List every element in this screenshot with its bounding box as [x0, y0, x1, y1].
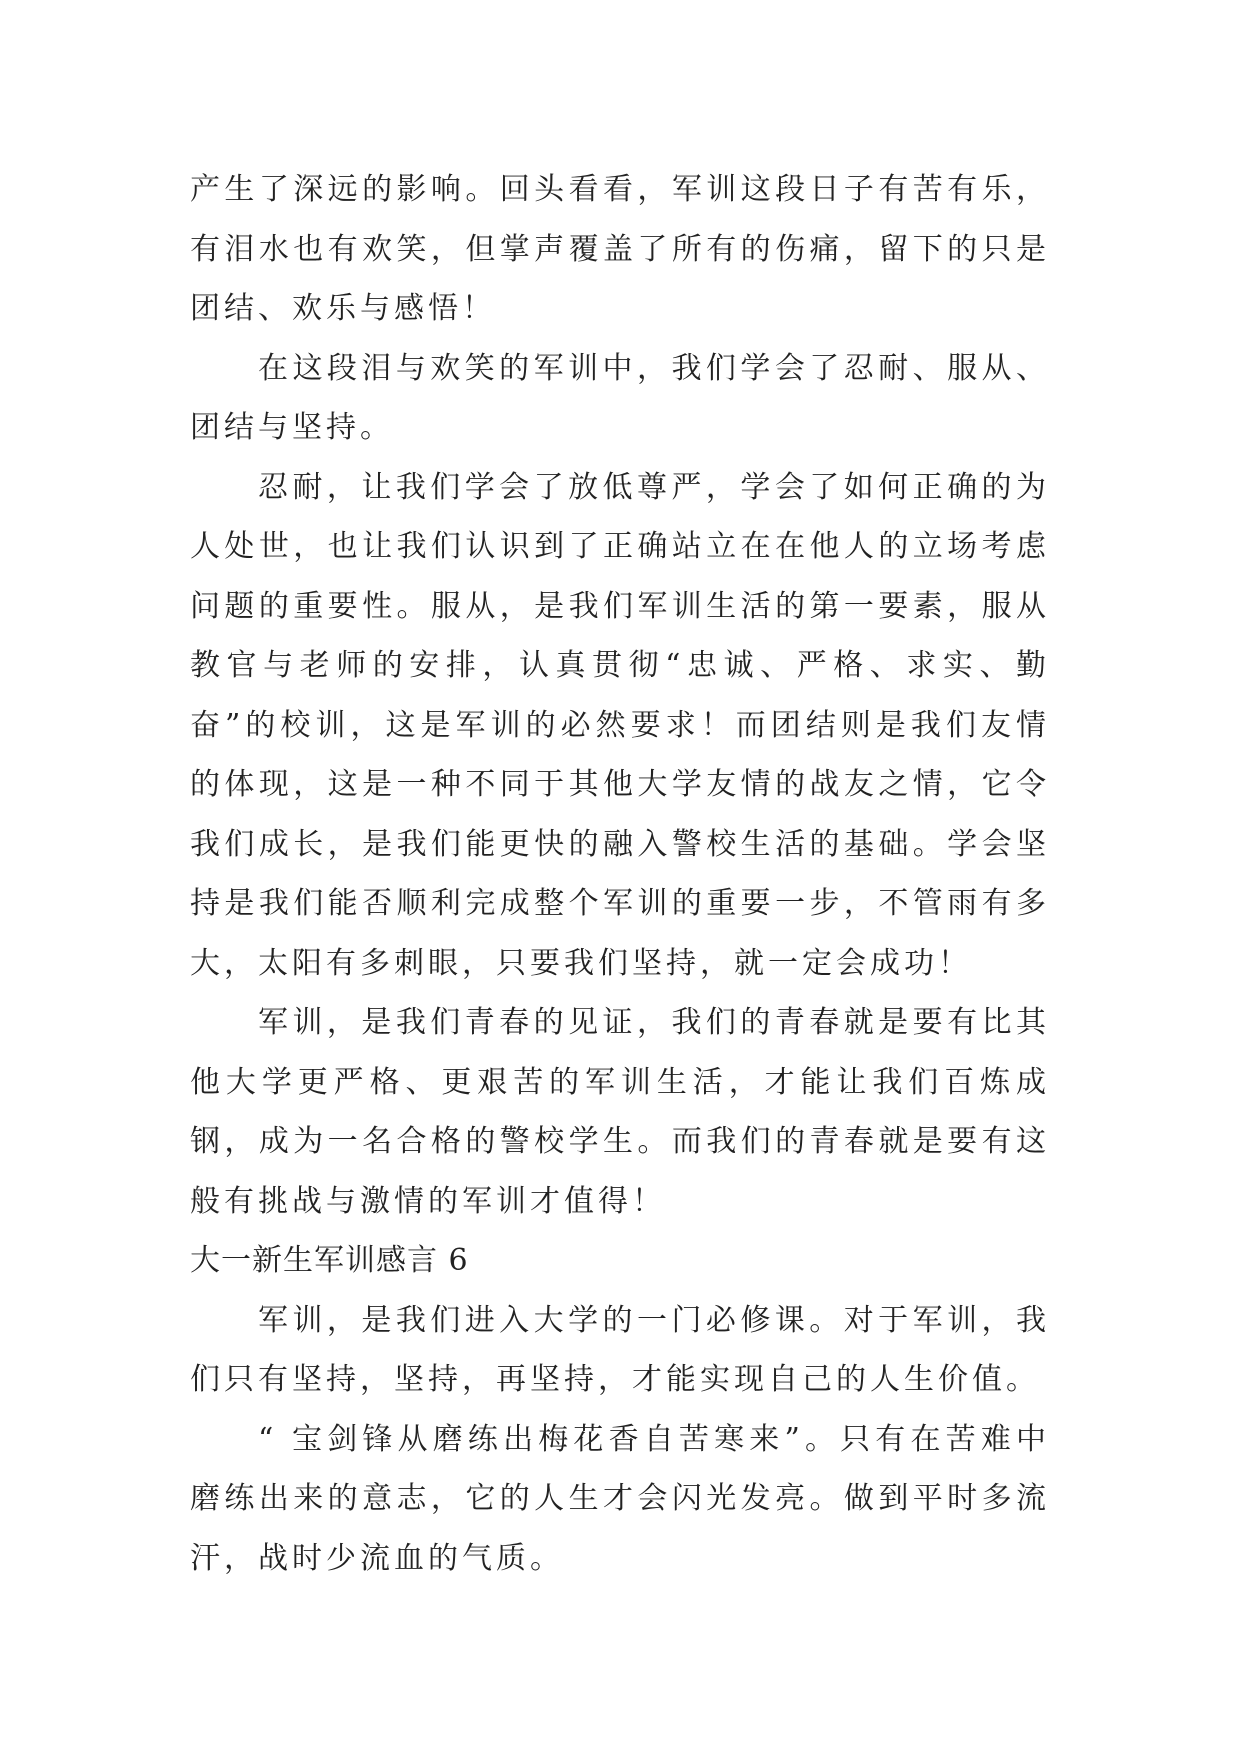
paragraph-6: “ 宝剑锋从磨练出梅花香自苦寒来”。只有在苦难中磨练出来的意志，它的人生才会闪光发亮。做到平时多流汗，战时少流血的气质。	[190, 1421, 1050, 1576]
paragraph-3: 忍耐，让我们学会了放低尊严，学会了如何正确的为人处世，也让我们认识到了正确站立在在他人的立场考虑问题的重要性。服从，是我们军训生活的第一要素，服从教官与老师的安排，认真贯彻“忠诚、严格、求实、勤奋”的校训，这是军训的必然要求！而团结则是我们友情的体现，这是一种不同于其他大学友情的战友之情，它令我们成长，是我们能更快的融入警校生活的基础。学会坚持是我们能否顺利完成整个军训的重要一步，不管雨有多大，太阳有多刺眼，只要我们坚持，就一定会成功！	[190, 469, 1050, 981]
paragraph-1: 产生了深远的影响。回头看看，军训这段日子有苦有乐，有泪水也有欢笑，但掌声覆盖了所有的伤痛，留下的只是团结、欢乐与感悟！	[190, 172, 1050, 326]
paragraph-4: 军训，是我们青春的见证，我们的青春就是要有比其他大学更严格、更艰苦的军训生活，才能让我们百炼成钢，成为一名合格的警校学生。而我们的青春就是要有这般有挑战与激情的军训才值得！	[190, 1005, 1050, 1219]
document-body	[190, 160, 1050, 1588]
paragraph-2: 在这段泪与欢笑的军训中，我们学会了忍耐、服从、团结与坚持。	[190, 350, 1050, 445]
paragraph-5: 军训，是我们进入大学的一门必修课。对于军训，我们只有坚持，坚持，再坚持，才能实现自己的人生价值。	[190, 1302, 1050, 1397]
section-heading: 大一新生军训感言 6	[190, 1243, 469, 1278]
